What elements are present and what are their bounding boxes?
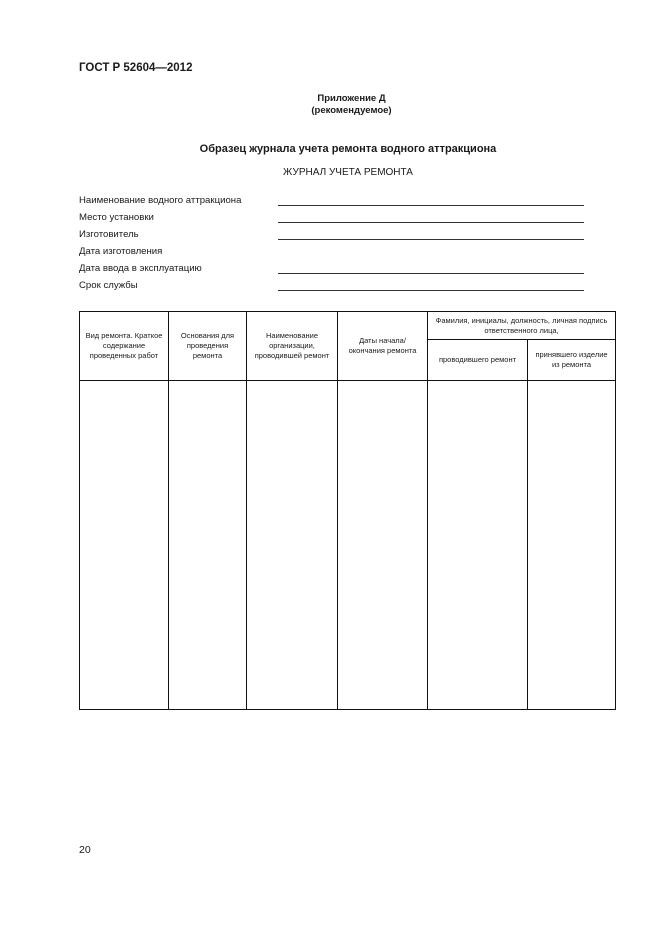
table-row [80, 381, 616, 710]
column-group-header-responsible: Фамилия, инициалы, должность, личная подпись ответственного лица, [428, 312, 616, 340]
field-label-commissioning-date: Дата ввода в эксплуатацию [79, 263, 202, 274]
repair-log-table [79, 311, 616, 710]
field-line-commissioning-date[interactable] [278, 273, 584, 274]
table-cell[interactable] [169, 381, 247, 710]
journal-title: ЖУРНАЛ УЧЕТА РЕМОНТА [283, 167, 413, 178]
field-line-location[interactable] [278, 222, 584, 223]
table-cell[interactable] [428, 381, 528, 710]
field-line-manufacturer[interactable] [278, 239, 584, 240]
field-label-manufacture-date: Дата изготовления [79, 246, 163, 257]
field-label-attraction-name: Наименование водного аттракциона [79, 195, 242, 206]
table-cell[interactable] [528, 381, 616, 710]
column-header-accepted-by: принявшего изделие из ремонта [528, 340, 616, 381]
field-label-service-life: Срок службы [79, 280, 138, 291]
table-cell[interactable] [338, 381, 428, 710]
table-cell[interactable] [80, 381, 169, 710]
field-line-service-life[interactable] [278, 290, 584, 291]
field-label-location: Место установки [79, 212, 154, 223]
column-header-performed-by: проводившего ремонт [428, 340, 528, 381]
appendix-label: Приложение Д [317, 93, 386, 104]
page-number: 20 [79, 844, 91, 856]
appendix-heading [0, 93, 661, 117]
document-number: ГОСТ Р 52604—2012 [79, 62, 193, 74]
field-label-manufacturer: Изготовитель [79, 229, 139, 240]
column-header-dates: Даты начала/окончания ремонта [338, 312, 428, 381]
column-header-repair-type: Вид ремонта. Краткое содержание проведенных работ [80, 312, 169, 381]
field-line-attraction-name[interactable] [278, 205, 584, 206]
page-title: Образец журнала учета ремонта водного аттракциона [199, 143, 497, 155]
column-header-organization: Наименование организации, проводившей ремонт [247, 312, 338, 381]
appendix-note: (рекомендуемое) [311, 105, 392, 116]
table-cell[interactable] [247, 381, 338, 710]
column-header-repair-basis: Основания для проведения ремонта [169, 312, 247, 381]
